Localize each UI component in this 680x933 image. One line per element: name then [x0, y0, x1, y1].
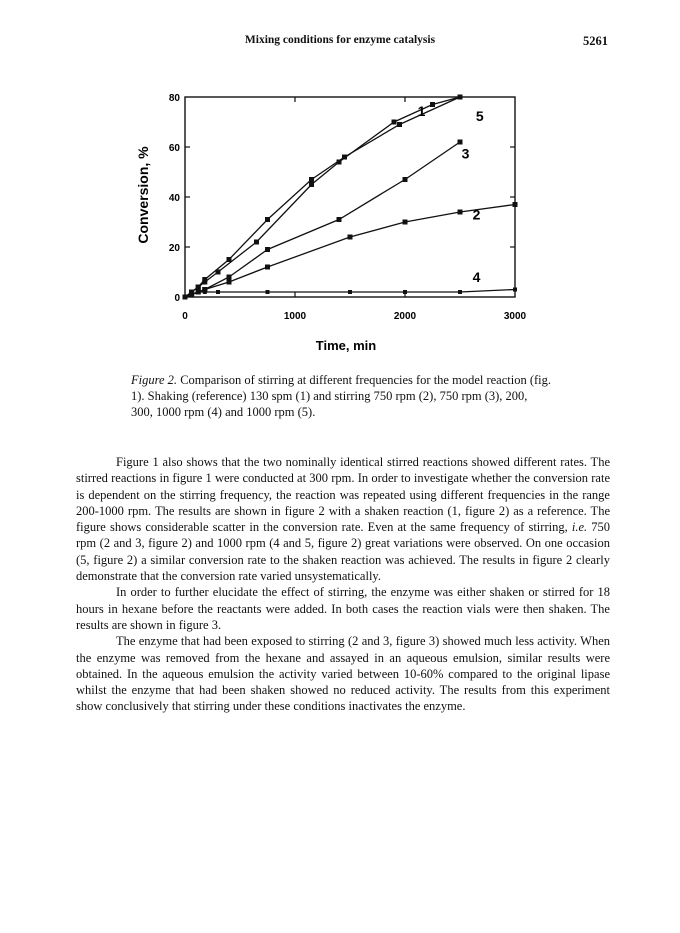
series-point-3 — [227, 275, 232, 280]
series-point-5 — [196, 285, 201, 290]
series-point-3 — [337, 217, 342, 222]
curve-label-4: 4 — [472, 269, 481, 285]
series-point-5 — [430, 102, 435, 107]
caption-label: Figure 2. — [131, 373, 178, 387]
y-tick-label: 20 — [168, 243, 180, 254]
page-number: 5261 — [583, 34, 608, 48]
series-point-3 — [403, 177, 408, 182]
paragraph-3: The enzyme that had been exposed to stirring (2 and 3, figure 3) showed much less activity. When the enzyme was removed from the hexane and assayed in an aqueous emulsion, similar results were obtained. In the aqueous emulsion the activity varied between 10-60% compared to the original lipase whilst the enzyme that had been shaken showed no reduced activity. The results from this experiment show conclusively that stirring under these conditions inactivates the enzyme. — [76, 634, 610, 714]
series-point-5 — [254, 240, 259, 245]
figure-caption — [131, 372, 551, 420]
series-point-4 — [183, 295, 187, 299]
series-point-4 — [458, 290, 462, 294]
x-tick-label: 0 — [182, 311, 188, 322]
paragraph-2: In order to further elucidate the effect of stirring, the enzyme was either shaken or stirred for 18 hours in hexane before the reactants were added. In both cases the reaction vials were then shaken. The results are shown in figure 3. — [76, 585, 610, 632]
series-point-2 — [265, 265, 270, 270]
series-point-4 — [266, 290, 270, 294]
paragraph-1-ie: i.e. — [571, 520, 588, 535]
x-axis-label: Time, min — [315, 338, 377, 353]
paragraph-1-text: Figure 1 also shows that the two nominally identical stirred reactions showed different rates. The stirred reactions in figure 1 were conducted at 300 rpm. In order to investigate whether the conversion rate is dependent on the stirring frequency, the reaction was repeated using different frequencies in the range 200-1000 rpm. The results are shown in figure 2 with a shaken reaction (1, figure 2) as a reference. The figure shows considerable scatter in the conversion rate. Even at the same frequency of stirring, — [76, 455, 610, 535]
series-point-5 — [337, 160, 342, 165]
series-point-3 — [458, 140, 463, 145]
series-point-5 — [309, 182, 314, 187]
y-tick-label: 60 — [168, 143, 180, 154]
series-point-5 — [202, 280, 207, 285]
series-point-5 — [458, 95, 463, 100]
y-tick-label: 80 — [168, 93, 180, 104]
curve-label-2: 2 — [472, 206, 481, 223]
series-point-2 — [458, 210, 463, 215]
series-point-4 — [216, 290, 220, 294]
series-point-5 — [392, 120, 397, 125]
series-line-1 — [185, 97, 460, 297]
conversion-chart — [100, 80, 560, 370]
y-tick-label: 0 — [174, 293, 180, 304]
series-point-1 — [309, 177, 314, 182]
caption-text: Comparison of stirring at different frequencies for the model reaction (fig. 1). Shaking (reference) 130 spm (1) and stirring 750 rpm (2), 750 rpm (3), 200, 300, 1000 rpm (4) and 1000 rpm (5). — [131, 373, 552, 419]
series-point-2 — [348, 235, 353, 240]
running-title: Mixing conditions for enzyme catalysis — [244, 34, 436, 46]
series-point-1 — [397, 122, 402, 127]
series-point-5 — [216, 270, 221, 275]
series-point-4 — [513, 288, 517, 292]
series-point-3 — [265, 247, 270, 252]
y-tick-label: 40 — [168, 193, 180, 204]
curve-label-1: 1 — [417, 102, 426, 119]
series-point-4 — [348, 290, 352, 294]
series-point-4 — [203, 290, 207, 294]
series-line-2 — [185, 205, 515, 298]
x-tick-label: 2000 — [393, 311, 417, 322]
x-tick-label: 3000 — [503, 311, 527, 322]
series-point-1 — [265, 217, 270, 222]
series-point-2 — [403, 220, 408, 225]
series-point-4 — [403, 290, 407, 294]
paragraph-1-rest: 750 rpm (2 and 3, figure 2) and 1000 rpm (4 and 5, figure 2) great variations were observed. On one occasion (5, figure 2) a similar conversion rate to the shaken reaction was achieved. The results in figure 2 clearly demonstrate that the conversion rate varied unsystematically. — [76, 520, 611, 584]
plot-frame — [185, 97, 515, 297]
series-point-4 — [190, 293, 194, 297]
series-point-2 — [227, 280, 232, 285]
paragraph-1 — [76, 454, 610, 584]
curve-label-5: 5 — [475, 107, 484, 124]
series-line-5 — [185, 97, 460, 297]
curve-label-3: 3 — [461, 145, 470, 162]
series-point-4 — [196, 290, 200, 294]
series-point-2 — [513, 202, 518, 207]
y-axis-label: Conversion, % — [135, 146, 151, 244]
x-tick-label: 1000 — [283, 311, 307, 322]
body-text — [76, 454, 610, 715]
